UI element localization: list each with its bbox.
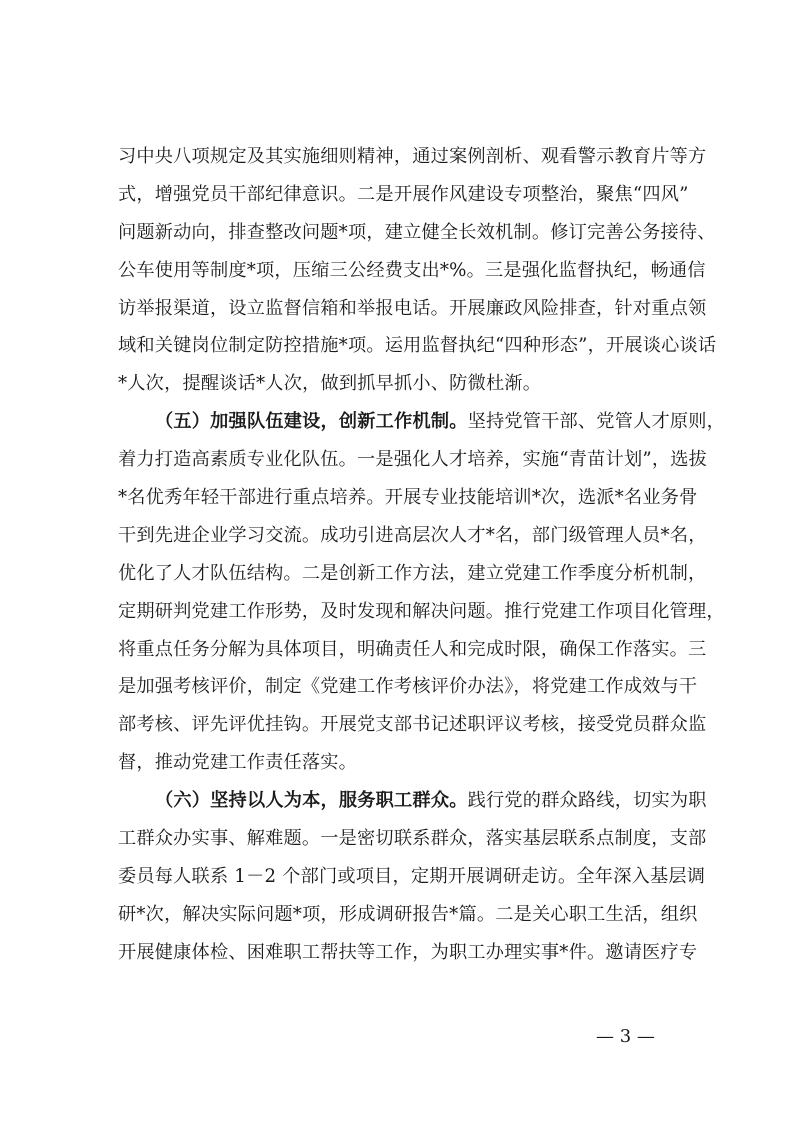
text-line: 干到先进企业学习交流。成功引进高层次人才*名，部门级管理人员*名， — [118, 524, 707, 546]
text-line: *人次，提醒谈话*人次，做到抓早抓小、防微杜渐。 — [118, 373, 542, 395]
text-line: 着力打造高素质专业化队伍。一是强化人才培养，实施“青苗计划”，选拔 — [118, 449, 708, 471]
text-line: 将重点任务分解为具体项目，明确责任人和完成时限，确保工作落实。三 — [118, 638, 707, 660]
text-line: 式，增强党员干部纪律意识。二是开展作风建设专项整治，聚焦“四风” — [118, 183, 689, 205]
section-heading-6: （六）坚持以人为本，服务职工群众。 — [155, 790, 468, 812]
text-line: 定期研判党建工作形势，及时发现和解决问题。推行党建工作项目化管理， — [118, 600, 725, 622]
text-line: 部考核、评先评优挂钩。开展党支部书记述职评议考核，接受党员群众监 — [118, 714, 707, 736]
text-line: 是加强考核评价，制定《党建工作考核评价办法》，将党建工作成效与干 — [118, 676, 698, 698]
text-line: 督，推动党建工作责任落实。 — [118, 752, 358, 774]
text-span: 坚持党管干部、党管人才原则， — [467, 411, 726, 433]
page-number: — 3 — — [596, 1026, 655, 1047]
text-line: 委员每人联系 1－2 个部门或项目，定期开展调研走访。全年深入基层调 — [118, 865, 706, 887]
text-line: 问题新动向，排查整改问题*项，建立健全长效机制。修订完善公务接待、 — [118, 221, 716, 243]
paragraph-first-line — [118, 403, 726, 441]
text-line: 工群众办实事、解难题。一是密切联系群众，落实基层联系点制度，支部 — [118, 828, 707, 850]
body-text — [118, 138, 726, 972]
text-line: 研*次，解决实际问题*项，形成调研报告*篇。二是关心职工生活，组织 — [118, 903, 698, 925]
text-line: *名优秀年轻干部进行重点培养。开展专业技能培训*次，选派*名业务骨 — [118, 487, 698, 509]
text-line: 优化了人才队伍结构。二是创新工作方法，建立党建工作季度分析机制， — [118, 562, 707, 584]
text-line: 习中央八项规定及其实施细则精神，通过案例剖析、观看警示教育片等方 — [118, 146, 707, 167]
text-line: 访举报渠道，设立监督信箱和举报电话。开展廉政风险排查，针对重点领 — [118, 297, 707, 319]
text-line: 开展健康体检、困难职工帮扶等工作，为职工办理实事*件。邀请医疗专 — [118, 941, 698, 963]
paragraph-first-line — [118, 782, 707, 820]
text-line: 域和关键岗位制定防控措施*项。运用监督执纪“四种形态”，开展谈心谈话 — [118, 335, 717, 357]
text-line: 公车使用等制度*项，压缩三公经费支出*%。三是强化监督执纪，畅通信 — [118, 259, 706, 281]
section-heading-5: （五）加强队伍建设，创新工作机制。 — [155, 411, 468, 433]
text-span: 践行党的群众路线，切实为职 — [467, 790, 707, 812]
